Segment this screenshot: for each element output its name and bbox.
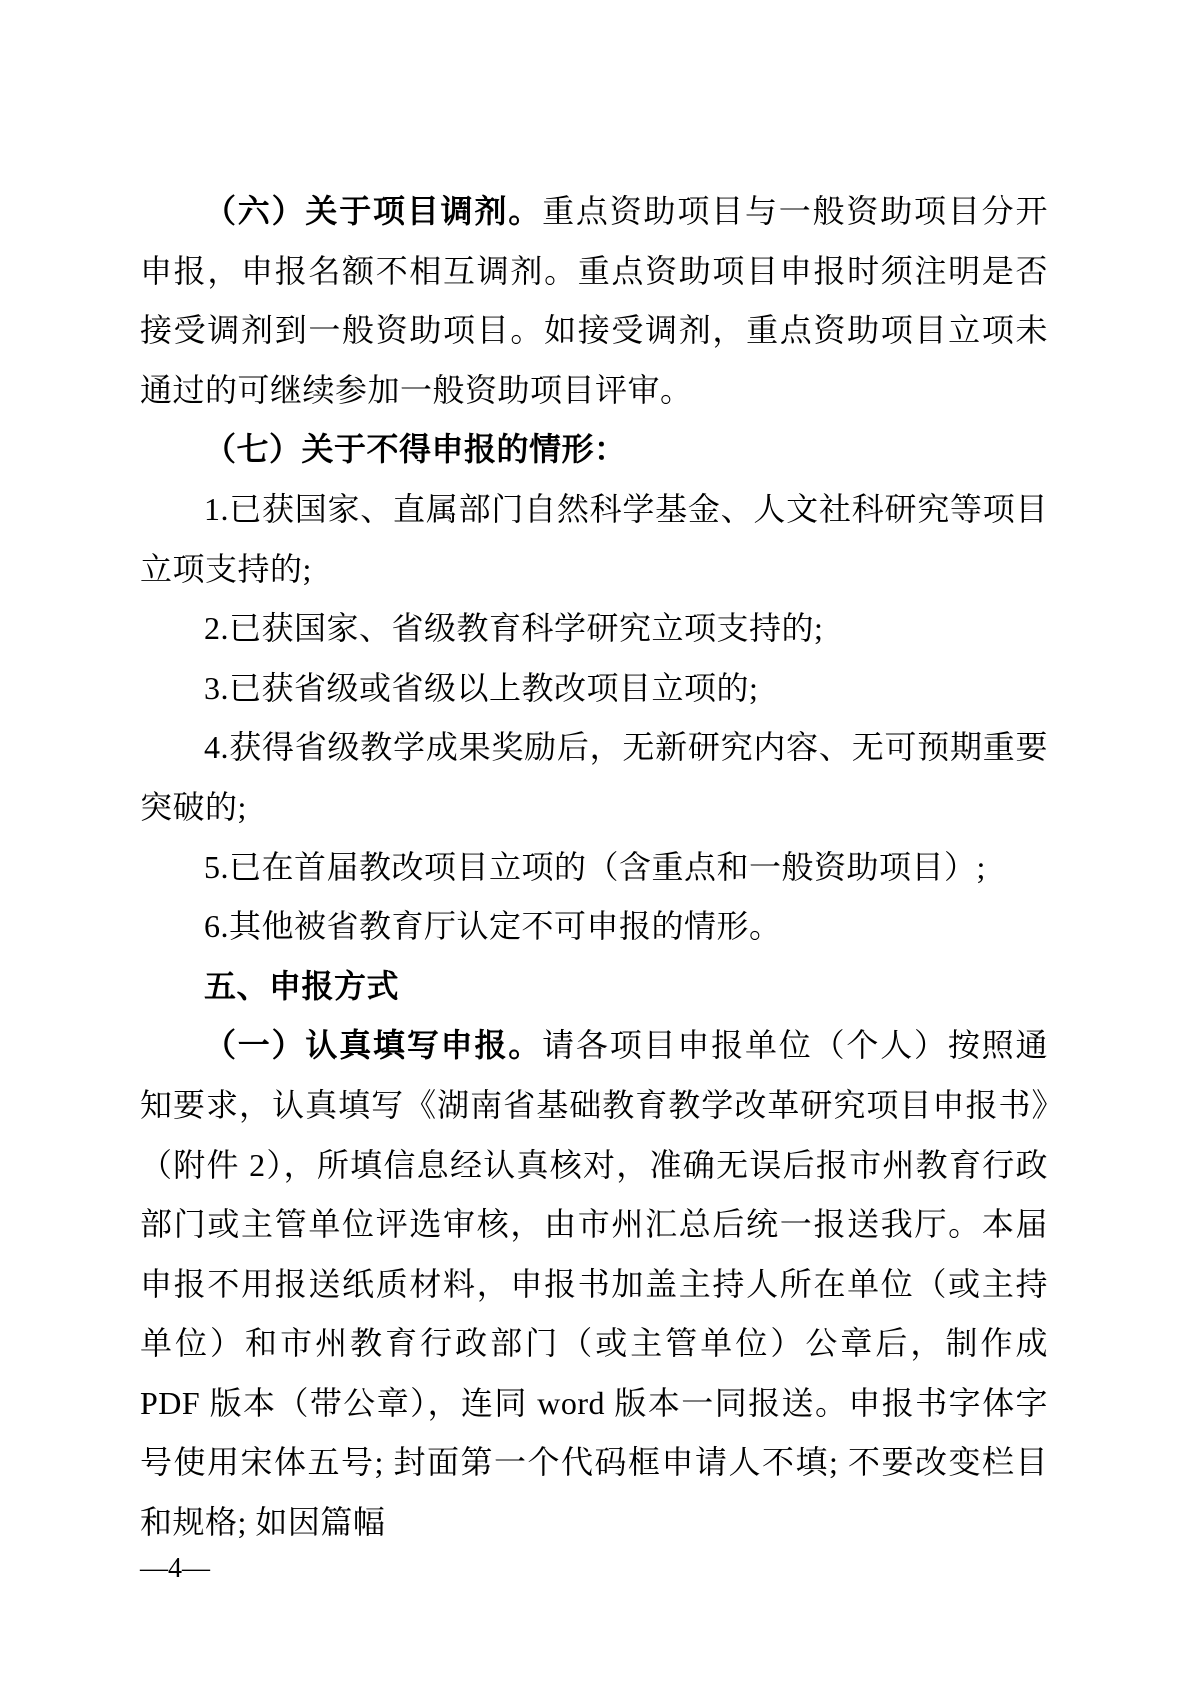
list-item-text: 1.已获国家、直属部门自然科学基金、人文社科研究等项目立项支持的; bbox=[140, 490, 1048, 587]
paragraph-item-7-ineligible-cases bbox=[140, 420, 1048, 480]
paragraph-text: 重点资助项目与一般资助项目分开申报，申报名额不相互调剂。重点资助项目申报时须注明是否接受调剂到一般资助项目。如接受调剂，重点资助项目立项未通过的可继续参加一般资助项目评审。 bbox=[140, 193, 1048, 408]
list-item-text: 2.已获国家、省级教育科学研究立项支持的; bbox=[204, 610, 824, 647]
document-body bbox=[140, 182, 1048, 1553]
list-item-5 bbox=[140, 838, 1048, 898]
list-item-6 bbox=[140, 897, 1048, 957]
list-item-text: 5.已在首届教改项目立项的（含重点和一般资助项目）; bbox=[204, 848, 986, 885]
paragraph-lead: （一）认真填写申报。 bbox=[204, 1027, 543, 1064]
list-item-text: 4.获得省级教学成果奖励后，无新研究内容、无可预期重要突破的; bbox=[140, 729, 1048, 825]
list-item-text: 6.其他被省教育厅认定不可申报的情形。 bbox=[204, 908, 782, 945]
page-number: —4— bbox=[140, 1553, 210, 1584]
list-item-2 bbox=[140, 599, 1048, 659]
list-item-3 bbox=[140, 659, 1048, 719]
list-item-4 bbox=[140, 718, 1048, 837]
section-heading-5-application-method: 五、申报方式 bbox=[204, 967, 400, 1004]
list-item-1 bbox=[140, 480, 1048, 599]
paragraph-lead: （七）关于不得申报的情形： bbox=[204, 431, 627, 468]
list-item-text: 3.已获省级或省级以上教改项目立项的; bbox=[204, 669, 759, 706]
paragraph-text: 请各项目申报单位（个人）按照通知要求，认真填写《湖南省基础教育教学改革研究项目申报书》（附件 2），所填信息经认真核对，准确无误后报市州教育行政部门或主管单位评选审核，由市州汇总后统一报送我厅。本届申报不用报送纸质材料，申报书加盖主持人所在单位（或主持单位）和市州教育行政部门（或主管单位）公章后，制作成 PDF 版本（带公章），连同 word 版本一同报送。申报书字体字号使用宋体五号; 封面第一个代码框申请人不填; 不要改变栏目和规格; 如因篇幅 bbox=[140, 1027, 1048, 1541]
paragraph-item-1-fill-application bbox=[140, 1016, 1048, 1552]
paragraph-lead: （六）关于项目调剂。 bbox=[204, 193, 543, 229]
paragraph-item-6-project-adjustment bbox=[140, 182, 1048, 420]
